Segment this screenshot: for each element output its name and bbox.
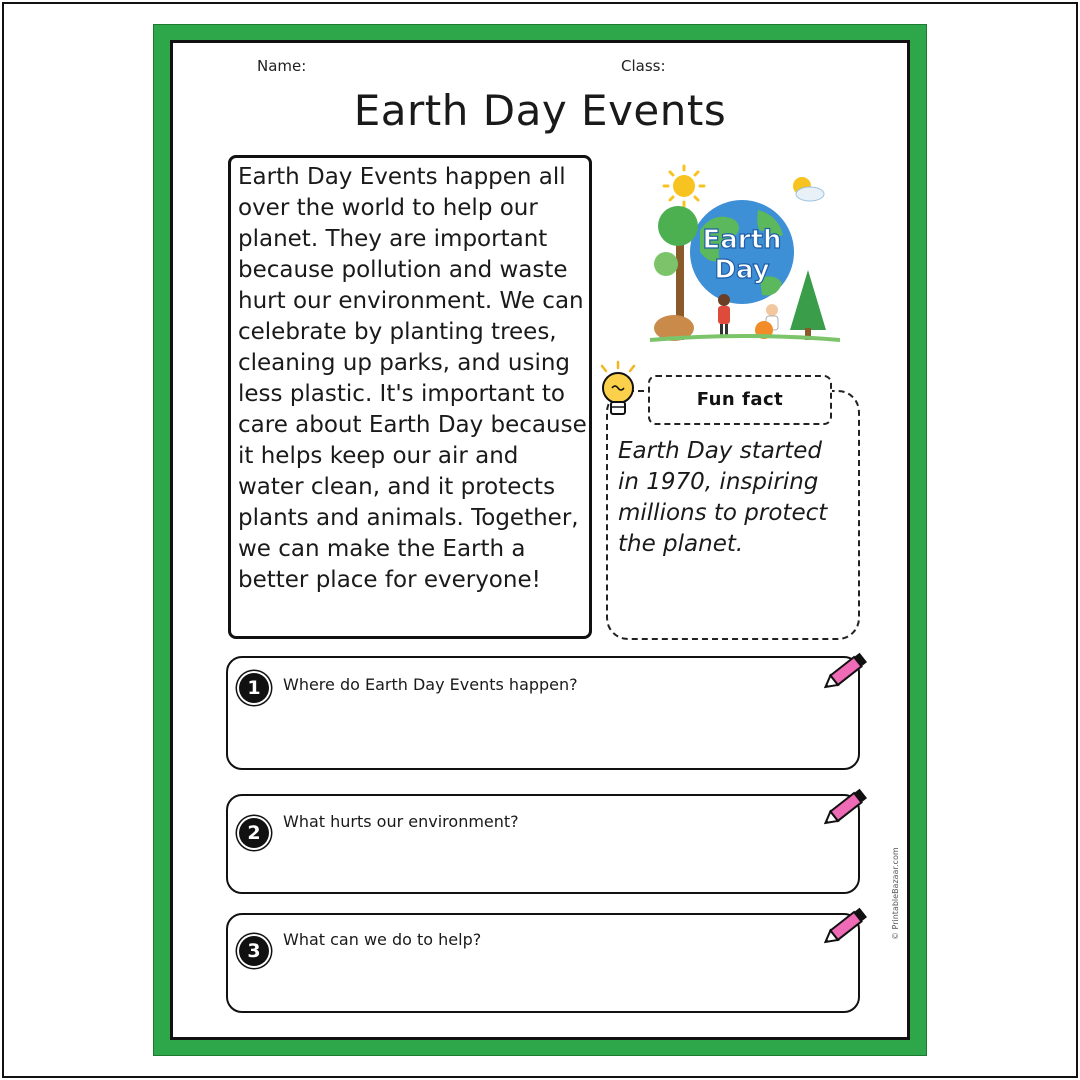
cloud-sun-icon [793, 177, 824, 201]
pencil-icon-2 [818, 786, 872, 832]
page-title: Earth Day Events [353, 86, 727, 135]
illustration-text-day: Day [714, 255, 770, 285]
question-2-answer-box[interactable] [226, 794, 860, 894]
question-3-number: 3 [239, 936, 269, 966]
fun-fact-text: Earth Day started in 1970, inspiring millions to protect the planet. [618, 438, 828, 557]
class-label: Class: [621, 57, 666, 75]
pencil-icon [818, 650, 872, 696]
fun-fact-label: Fun fact [648, 375, 832, 425]
question-2-text: What hurts our environment? [283, 812, 519, 831]
passage-text: Earth Day Events happen all over the world to help our planet. They are important because pollution and waste hurt our environment. We can celebrate by planting trees, cleaning up parks, and using less plastic. It's important to care about Earth Day because it helps keep our air and water clean, and it protects plants and animals. Together, we can make the Earth a better place for everyone! [238, 164, 587, 593]
question-3-text: What can we do to help? [283, 930, 482, 949]
question-2-number: 2 [239, 818, 269, 848]
kid-icon [718, 294, 730, 336]
illustration-text-earth: Earth [702, 225, 782, 255]
earth-day-illustration [640, 160, 840, 350]
question-1-text: Where do Earth Day Events happen? [283, 675, 578, 694]
question-1-number: 1 [239, 673, 269, 703]
question-1-answer-box[interactable] [226, 656, 860, 770]
pencil-icon-3 [818, 905, 872, 951]
name-label: Name: [257, 57, 307, 75]
lightbulb-icon [592, 360, 642, 424]
question-3-answer-box[interactable] [226, 913, 860, 1013]
copyright-credit: © PrintableBazaar.com [891, 847, 900, 940]
pine-tree-icon [790, 270, 826, 340]
sun-icon [664, 166, 704, 206]
